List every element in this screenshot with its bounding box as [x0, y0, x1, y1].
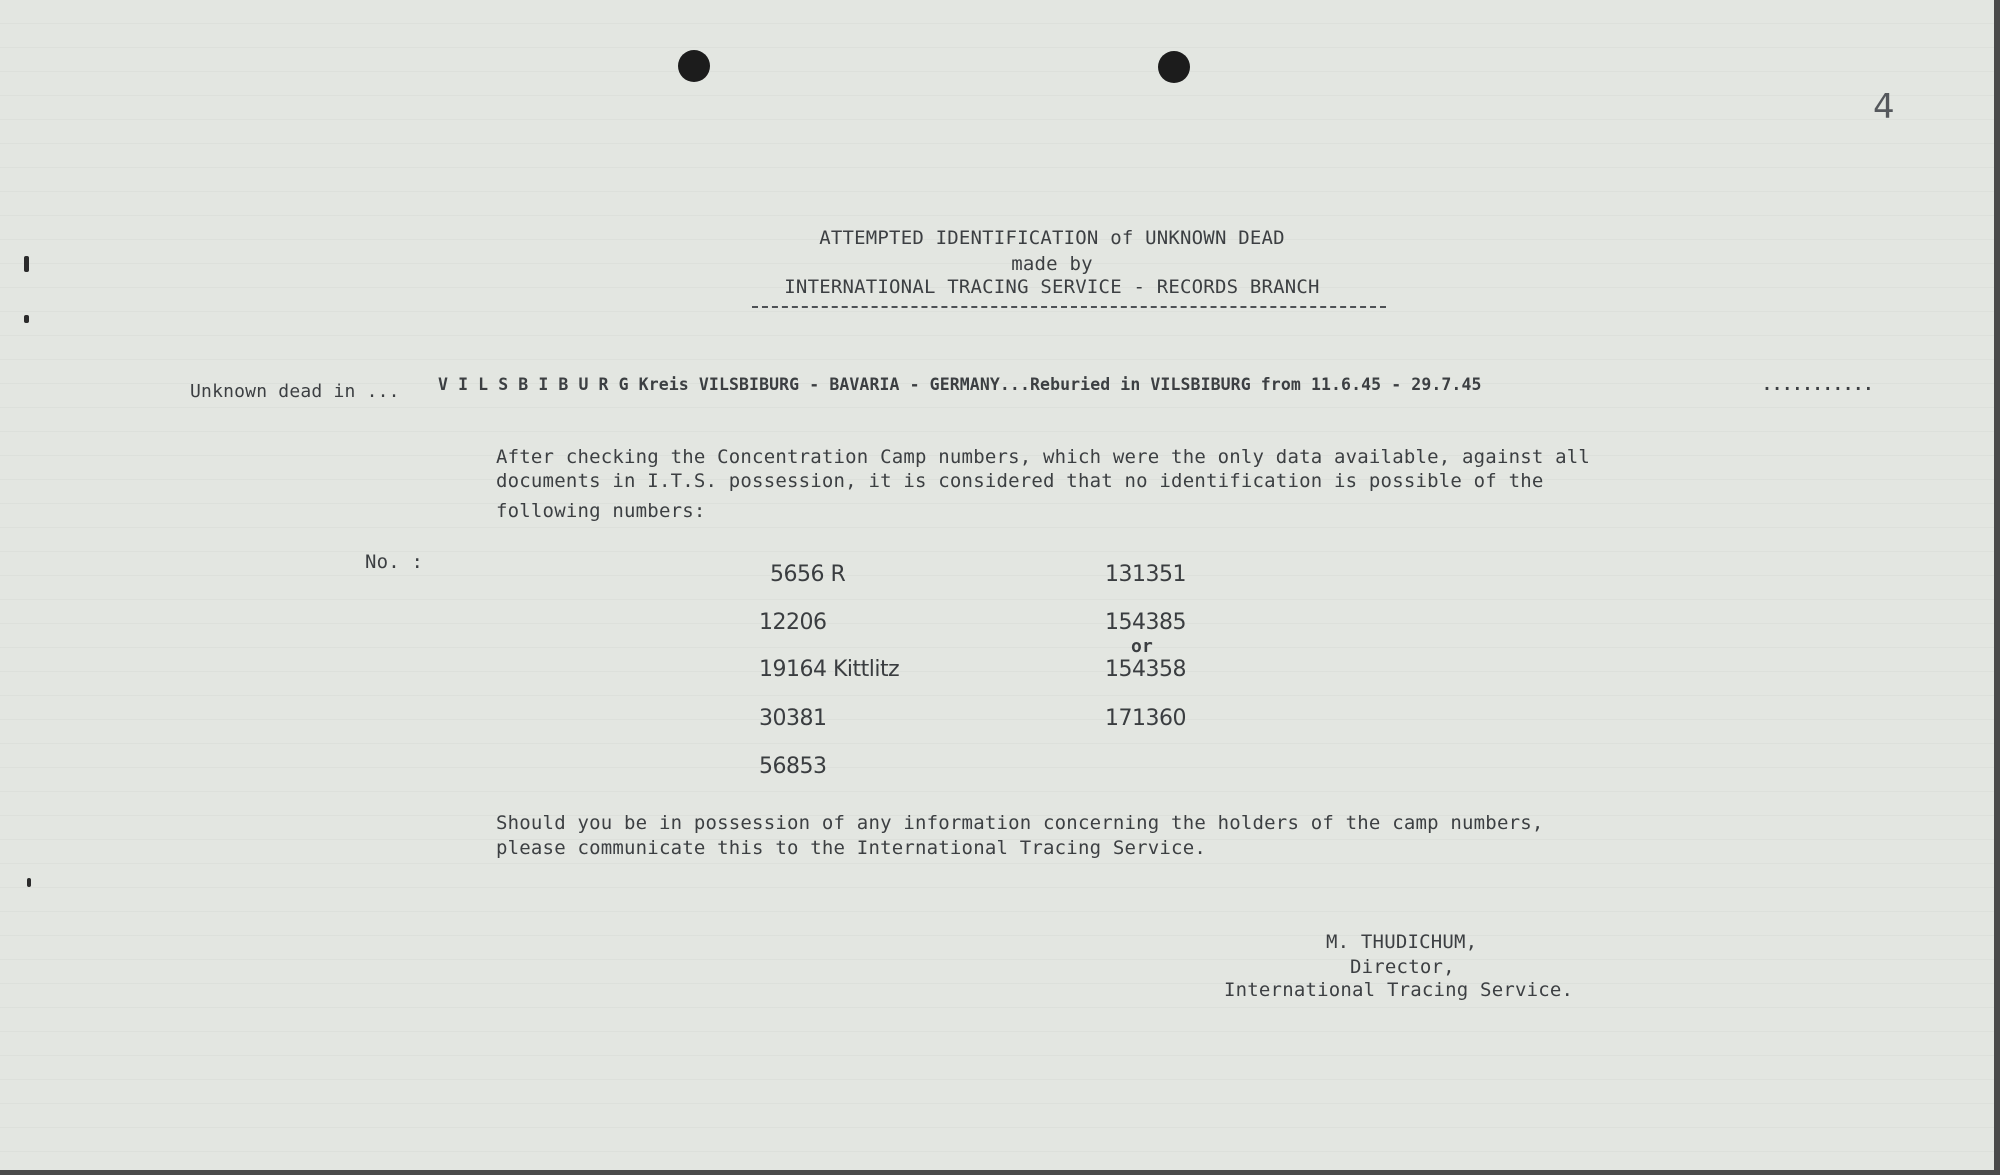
unknown-dead-location: V I L S B I B U R G Kreis VILSBIBURG - BAVARIA - GERMANY...Reburied in VILSBIBURG from 11.6.45 - 29.7.45	[438, 375, 1482, 394]
camp-number-right: 131351	[1105, 562, 1186, 587]
intro-line-3: following numbers:	[496, 500, 706, 522]
header-underline	[752, 306, 1386, 308]
page-number: 4	[1873, 87, 1895, 127]
signature-title: Director,	[1350, 956, 1455, 978]
punch-hole-left	[678, 50, 710, 82]
header-title: ATTEMPTED IDENTIFICATION of UNKNOWN DEAD	[819, 227, 1285, 249]
header-made-by: made by	[1011, 253, 1093, 275]
edge-mark	[27, 878, 31, 887]
edge-mark	[24, 315, 29, 323]
camp-number-left: 12206	[759, 610, 827, 635]
intro-line-2: documents in I.T.S. possession, it is considered that no identification is possible of the	[496, 470, 1544, 492]
camp-number-alternative: or	[1131, 636, 1154, 657]
intro-line-1: After checking the Concentration Camp numbers, which were the only data available, against all	[496, 446, 1591, 468]
camp-number-left: 56853	[759, 754, 827, 779]
edge-mark	[24, 256, 29, 272]
punch-hole-right	[1158, 51, 1190, 83]
camp-number-right: 154358	[1105, 657, 1186, 682]
header-organization: INTERNATIONAL TRACING SERVICE - RECORDS BRANCH	[784, 276, 1320, 298]
camp-number-right: 171360	[1105, 706, 1186, 731]
camp-number-right: 154385	[1105, 610, 1186, 635]
closing-line-1: Should you be in possession of any information concerning the holders of the camp numbers,	[496, 812, 1544, 834]
closing-line-2: please communicate this to the International Tracing Service.	[496, 837, 1206, 859]
camp-number-left: 19164 Kittlitz	[759, 657, 900, 682]
numbers-label: No. :	[365, 551, 424, 573]
unknown-dead-trailing-dots: ...........	[1762, 375, 1874, 394]
signature-name: M. THUDICHUM,	[1326, 931, 1478, 953]
signature-organization: International Tracing Service.	[1224, 979, 1574, 1001]
camp-number-left: 30381	[759, 706, 827, 731]
unknown-dead-label: Unknown dead in ...	[190, 381, 400, 402]
camp-number-left: 5656 R	[770, 562, 846, 587]
